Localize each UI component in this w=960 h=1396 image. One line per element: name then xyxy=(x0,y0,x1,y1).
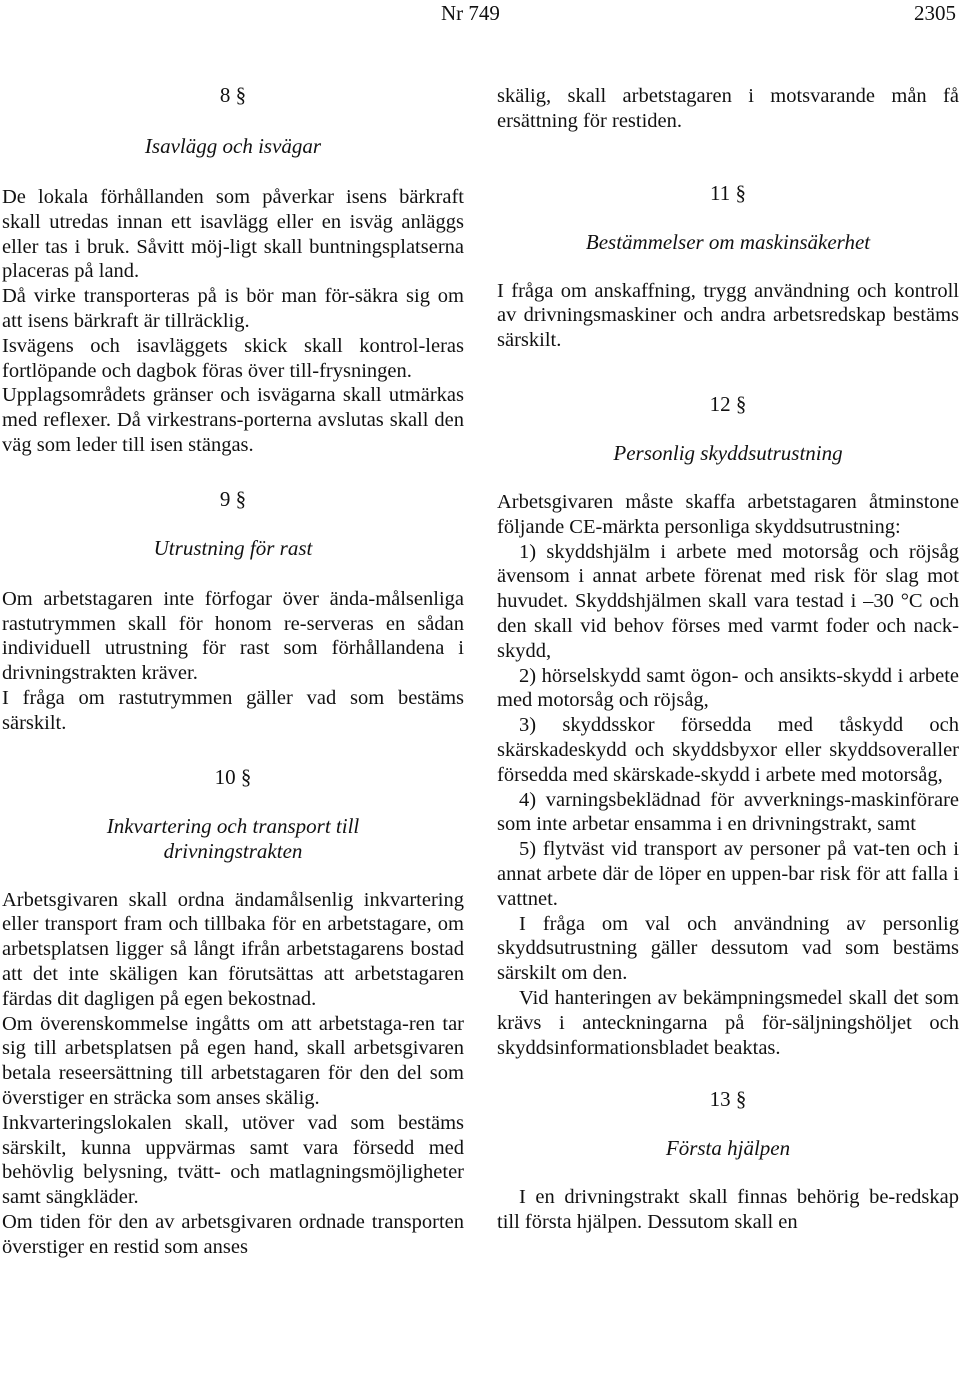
page-number: 2305 xyxy=(914,1,956,25)
section-10 xyxy=(2,764,464,1260)
section-number: 13 § xyxy=(709,1087,747,1112)
left-column xyxy=(2,82,464,1260)
section-title-line-1: Inkvartering och transport till xyxy=(106,813,360,838)
list-item: 2) hörselskydd samt ögon- och ansikts-skydd i arbete med motorsåg och röjsåg, xyxy=(497,664,959,712)
section-11 xyxy=(497,180,959,353)
paragraph: Upplagsområdets gränser och isvägarna skall utmärkas med reflexer. Då virkestrans-porterna avslutas skall den väg som leder till isen stängas. xyxy=(2,384,464,456)
section-number: 8 § xyxy=(219,83,247,107)
section-title: Första hjälpen xyxy=(665,1136,791,1161)
paragraph: Arbetsgivaren skall ordna ändamålsenlig inkvartering eller transport fram och tillbaka för en arbetstagare, om arbetsplatsen ligger så långt ifrån arbetstagarens bostad att det inte skäligen kan förutsättas att arbetstagaren färdas dit dagligen på egen bekostnad. xyxy=(2,888,464,1010)
section-title: Bestämmelser om maskinsäkerhet xyxy=(585,229,871,254)
paragraph: I fråga om val och användning av personlig skyddsutrustning gäller dessutom vad som bestäms särskilt om den. xyxy=(497,912,959,985)
page-header xyxy=(0,0,960,30)
paragraph: Om tiden för den av arbetsgivaren ordnade transporten överstiger en restid som anses xyxy=(2,1210,464,1258)
right-column xyxy=(497,84,959,1235)
paragraph: I en drivningstrakt skall finnas behörig be-redskap till första hjälpen. Dessutom skall en xyxy=(497,1186,959,1234)
intro-paragraph: Arbetsgivaren måste skaffa arbetstagaren åtminstone följande CE-märkta personliga skyddsutrustning: xyxy=(497,490,959,538)
section-number: 9 § xyxy=(219,486,247,511)
continued-paragraph: skälig, skall arbetstagaren i motsvarande mån få ersättning för restiden. xyxy=(497,85,959,132)
paragraph: Om överenskommelse ingåtts om att arbetstaga-ren tar sig till arbetsplatsen på egen hand, skall arbetsgivaren betala reseersättning till arbetstagaren för den del som överstiger en sträcka som anses skälig. xyxy=(2,1012,464,1109)
statute-number: Nr 749 xyxy=(441,1,500,25)
section-number: 11 § xyxy=(710,180,746,205)
section-title: Personlig skyddsutrustning xyxy=(613,440,843,465)
paragraph: Inkvarteringslokalen skall, utöver vad som bestäms särskilt, kunna uppvärmas samt vara försedd med behövlig belysning, tvätt- och matlagningsmöjligheter samt sängkläder. xyxy=(2,1111,464,1209)
section-title-line-2: drivningstrakten xyxy=(163,838,303,863)
section-12 xyxy=(497,391,959,1060)
list-item: 5) flytväst vid transport av personer på vat-ten och i annat arbete där de löper en uppen-bar risk för att falla i vattnet. xyxy=(497,838,959,910)
list-item: 4) varningsbeklädnad för avverknings-maskinförare som inte arbetar ensamma i en drivningstrakt, samt xyxy=(497,788,959,836)
section-title: Isavlägg och isvägar xyxy=(144,134,322,158)
section-13 xyxy=(497,1086,959,1235)
section-number: 12 § xyxy=(709,391,747,416)
paragraph: I fråga om rastutrymmen gäller vad som bestäms särskilt. xyxy=(2,686,464,734)
section-title: Utrustning för rast xyxy=(153,535,313,560)
section-9 xyxy=(2,486,464,736)
section-number: 10 § xyxy=(214,764,252,789)
paragraph: Vid hanteringen av bekämpningsmedel skall det som krävs i anteckningarna på för-säljningshöljet och skyddsinformationsbladet beaktas. xyxy=(497,986,959,1059)
paragraph: De lokala förhållanden som påverkar isens bärkraft skall utredas innan ett isavlägg eller en isväg anläggs eller tas i bruk. Såvitt möj-ligt skall buntningsplatserna placeras på land. xyxy=(2,186,464,283)
list-item: 3) skyddsskor försedda med tåskydd och skärskadeskydd och skyddsbyxor eller skyddsoveraller försedda med skärskade-skydd i arbete med motorsåg, xyxy=(497,714,959,786)
paragraph: Då virke transporteras på is bör man för-säkra sig om att isens bärkraft är tillräcklig. xyxy=(2,285,464,332)
paragraph: Om arbetstagaren inte förfogar över ända-målsenliga rastutrymmen skall för honom re-serveras en sådan individuell utrustning för rast som förhållandena i drivningstrakten kräver. xyxy=(2,587,464,685)
section-8 xyxy=(2,82,464,458)
paragraph: I fråga om anskaffning, trygg användning och kontroll av drivningsmaskiner och andra arbetsredskap bestäms särskilt. xyxy=(497,279,959,352)
list-item: 1) skyddshjälm i arbete med motorsåg och röjsåg ävensom i annat arbete förenat med risk för slag mot huvudet. Skyddshjälmen skall vara testad i –30 °C och den skall vid behov förses med varmt foder och nack-skydd, xyxy=(497,540,959,662)
paragraph: Isvägens och isavläggets skick skall kontrol-leras fortlöpande och dagbok föras över till-frysningen. xyxy=(2,334,464,382)
